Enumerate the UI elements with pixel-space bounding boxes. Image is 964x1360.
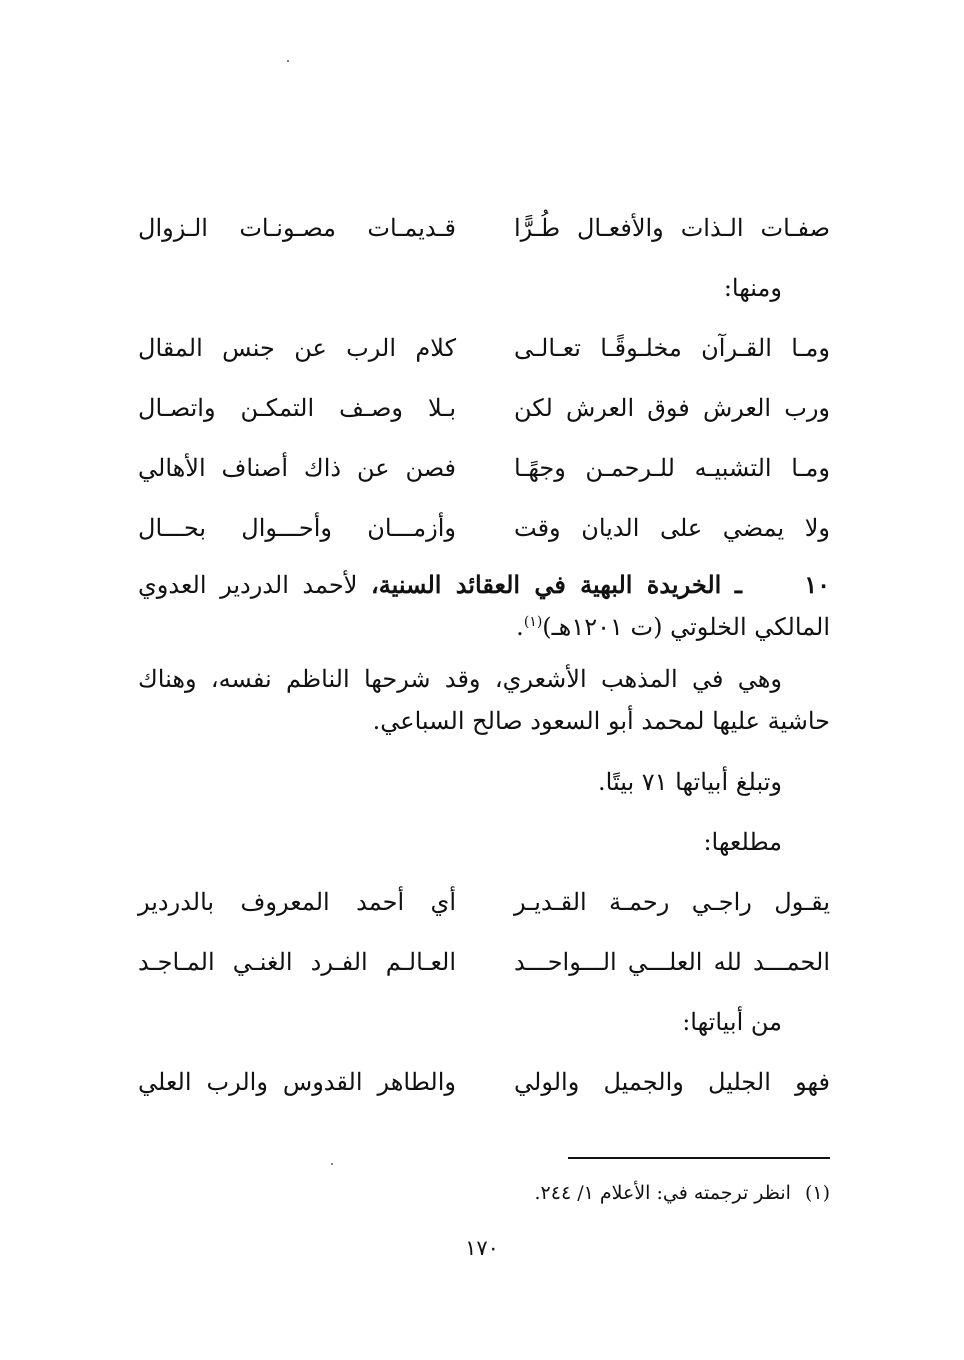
verse-line [138, 932, 830, 992]
verse-second-hemistich: فصن عن ذاك أصناف الأهالي [138, 454, 456, 482]
verse-line [138, 438, 830, 498]
verse-line [138, 318, 830, 378]
footnote-text: انظر ترجمته في: الأعلام ١/ ٢٤٤. [534, 1182, 791, 1204]
school-text: وهي في المذهب الأشعري، وقد شرحها الناظم نفسه، وهناك حاشية عليها لمحمد أبو السعود صالح السباعي. [138, 665, 830, 735]
entry-end-mark: . [516, 613, 524, 641]
verse-second-hemistich: بـلا وصـف التمكـن واتصـال [138, 394, 456, 422]
page-body [138, 198, 830, 1112]
entry-number: ١٠ ـ [734, 570, 831, 599]
verse-line [138, 498, 830, 558]
verse-first-hemistich: ومـا القـرآن مخلـوقًـا تعـالـى [514, 334, 830, 362]
verse-first-hemistich: الحمـــد لله العلـــي الـــواحـــد [514, 948, 830, 976]
footnote-mark: (١) [804, 1182, 830, 1204]
verse-first-hemistich: فهو الجليل والجميل والولي [514, 1068, 830, 1096]
verse-count-line: وتبلغ أبياتها ٧١ بيتًا. [598, 768, 782, 796]
page-number: ١٧٠ [465, 1236, 499, 1260]
school-paragraph [138, 658, 830, 742]
entry-author: لأحمد الدردير العدوي المالكي الخلوتي (ت ١٢٠١هـ) [138, 571, 830, 641]
scan-speck [287, 60, 289, 62]
verse-second-hemistich: العـالـم الفـرد الغنـي المـاجـد [138, 948, 456, 976]
entry-heading-paragraph [138, 564, 830, 648]
abyat-label: من أبياتها: [682, 1008, 782, 1036]
verse-first-hemistich: ورب العرش فوق العرش لكن [514, 394, 830, 422]
verse-line [138, 1052, 830, 1112]
verse-first-hemistich: صفـات الـذات والأفعـال طُـرًّا [514, 214, 830, 242]
footnote-reference[interactable]: (١) [523, 614, 543, 630]
verse-first-hemistich: ومـا التشبيـه للـرحمـن وجهًـا [514, 454, 830, 482]
footnote [535, 1178, 831, 1208]
verse-second-hemistich: والطاهر القدوس والرب العلي [138, 1068, 456, 1096]
footnote-divider [568, 1157, 830, 1159]
opening-label: مطلعها: [703, 828, 782, 856]
minha-label: ومنها: [723, 274, 782, 302]
verse-second-hemistich: كلام الرب عن جنس المقال [138, 334, 456, 362]
scan-speck [331, 1163, 333, 1165]
verse-first-hemistich: ولا يمضي على الديان وقت [514, 514, 830, 542]
verse-line [138, 198, 830, 258]
verse-second-hemistich: أي أحمد المعروف بالدردير [138, 888, 456, 916]
verse-second-hemistich: قـديمـات مصـونـات الـزوال [138, 214, 456, 242]
verse-line [138, 872, 830, 932]
verse-second-hemistich: وأزمـــان وأحـــوال بحـــال [138, 514, 456, 542]
entry-title: الخريدة البهية في العقائد السنية، [370, 570, 722, 599]
verse-first-hemistich: يقـول راجـي رحمـة القـديـر [514, 888, 830, 916]
verse-line [138, 378, 830, 438]
